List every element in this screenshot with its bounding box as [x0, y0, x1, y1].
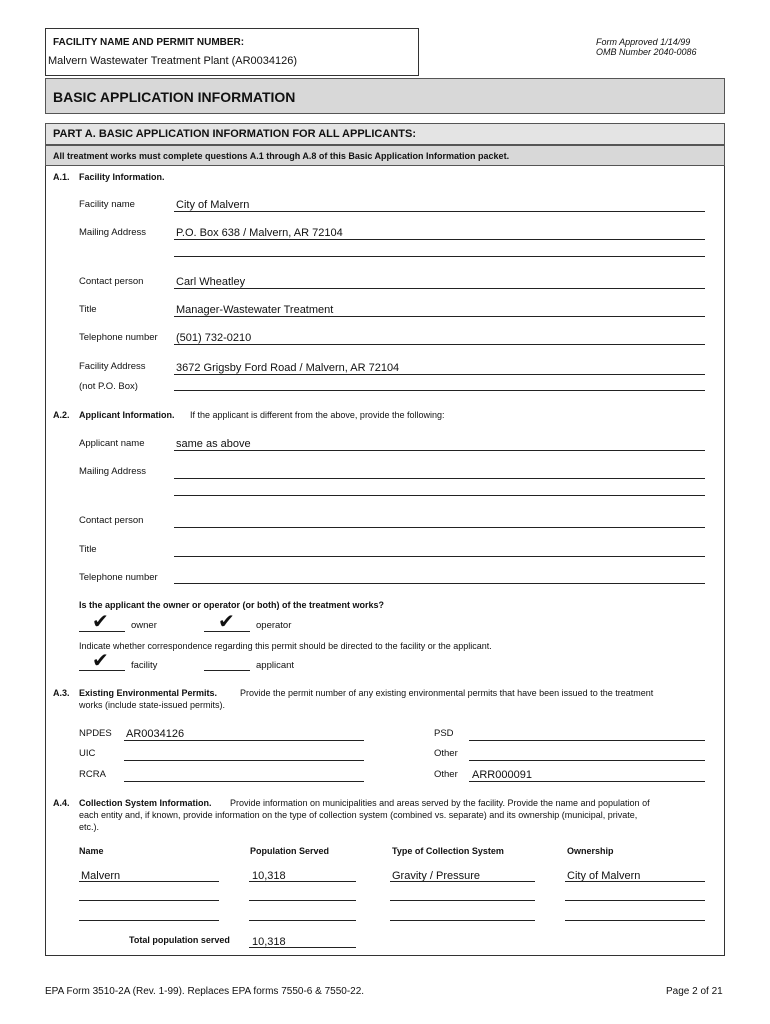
- row2-own-line[interactable]: [565, 900, 705, 901]
- telephone-line: [174, 344, 705, 345]
- facility-address-note: (not P.O. Box): [79, 381, 138, 392]
- npdes-label: NPDES: [79, 728, 112, 739]
- applicant-option-label: applicant: [256, 660, 295, 671]
- facility-name-line: [174, 211, 705, 212]
- row2-type-line[interactable]: [390, 900, 535, 901]
- applicant-option-line[interactable]: [204, 670, 250, 671]
- facility-line: [79, 670, 125, 671]
- applicant-name-value[interactable]: same as above: [176, 438, 251, 450]
- row1-own-line: [565, 881, 705, 882]
- telephone-value[interactable]: (501) 732-0210: [176, 332, 252, 344]
- a1-number: A.1.: [53, 172, 70, 182]
- a4-description-3: etc.).: [79, 822, 100, 832]
- a1-title: Facility Information.: [79, 172, 165, 182]
- applicant-name-line: [174, 450, 705, 451]
- col-type-header: Type of Collection System: [392, 846, 504, 856]
- footer-form-id: EPA Form 3510-2A (Rev. 1-99). Replaces EPA forms 7550-6 & 7550-22.: [45, 986, 365, 997]
- contact-person-value[interactable]: Carl Wheatley: [176, 276, 246, 288]
- facility-check-icon[interactable]: ✔: [92, 650, 109, 672]
- facility-value: Malvern Wastewater Treatment Plant (AR0034126): [48, 55, 298, 67]
- operator-check-icon[interactable]: ✔: [218, 611, 235, 633]
- row1-name-line: [79, 881, 219, 882]
- facility-name-value[interactable]: City of Malvern: [176, 199, 250, 211]
- other-line[interactable]: [469, 760, 705, 761]
- row-ownership[interactable]: City of Malvern: [567, 870, 641, 882]
- page-title: BASIC APPLICATION INFORMATION: [53, 89, 296, 105]
- a3-description: Provide the permit number of any existing environmental permits that have been issued to the treatment: [240, 688, 654, 698]
- row3-name-line[interactable]: [79, 920, 219, 921]
- facility-header-box: [45, 28, 419, 76]
- other2-value[interactable]: ARR000091: [472, 769, 532, 781]
- applicant-title-line[interactable]: [174, 556, 705, 557]
- form-approved: Form Approved 1/14/99: [596, 37, 691, 47]
- mailing-address-line-2: [174, 256, 705, 257]
- owner-line: [79, 631, 125, 632]
- row2-name-line[interactable]: [79, 900, 219, 901]
- a2-number: A.2.: [53, 410, 70, 420]
- psd-label: PSD: [434, 728, 454, 739]
- row1-type-line: [390, 881, 535, 882]
- a4-description-2: each entity and, if known, provide information on the type of collection system (combined vs. separate) and its ownership (municipal, private,: [79, 810, 638, 820]
- applicant-mailing-label: Mailing Address: [79, 466, 147, 477]
- col-population-header: Population Served: [250, 846, 330, 856]
- body-frame: [45, 166, 725, 956]
- npdes-line: [124, 740, 364, 741]
- contact-person-label: Contact person: [79, 276, 144, 287]
- total-population-line: [249, 947, 356, 948]
- row-name[interactable]: Malvern: [81, 870, 121, 882]
- mailing-address-value[interactable]: P.O. Box 638 / Malvern, AR 72104: [176, 227, 343, 239]
- applicant-phone-label: Telephone number: [79, 572, 158, 583]
- correspondence-question: Indicate whether correspondence regarding this permit should be directed to the facility or the applicant.: [79, 641, 492, 651]
- a3-description-2: works (include state-issued permits).: [79, 700, 226, 710]
- omb-number: OMB Number 2040-0086: [596, 47, 697, 57]
- npdes-value[interactable]: AR0034126: [126, 728, 185, 740]
- facility-address-label: Facility Address: [79, 361, 146, 372]
- operator-label: operator: [256, 620, 292, 631]
- col-name-header: Name: [79, 846, 104, 856]
- uic-line[interactable]: [124, 760, 364, 761]
- row3-pop-line[interactable]: [249, 920, 356, 921]
- other2-label: Other: [434, 769, 458, 780]
- applicant-phone-line[interactable]: [174, 583, 705, 584]
- title-line: [174, 316, 705, 317]
- row2-pop-line[interactable]: [249, 900, 356, 901]
- title-label: Title: [79, 304, 97, 315]
- row-population[interactable]: 10,318: [252, 870, 286, 882]
- mailing-address-label: Mailing Address: [79, 227, 147, 238]
- row3-type-line[interactable]: [390, 920, 535, 921]
- a3-number: A.3.: [53, 688, 70, 698]
- facility-label: FACILITY NAME AND PERMIT NUMBER:: [53, 37, 245, 48]
- applicant-mailing-line-2[interactable]: [174, 495, 705, 496]
- a4-description: Provide information on municipalities and areas served by the facility. Provide the name and population of: [230, 798, 650, 808]
- total-population-label: Total population served: [129, 935, 230, 945]
- a3-title: Existing Environmental Permits.: [79, 688, 218, 698]
- applicant-name-label: Applicant name: [79, 438, 145, 449]
- applicant-contact-label: Contact person: [79, 515, 144, 526]
- a4-number: A.4.: [53, 798, 70, 808]
- total-population-value[interactable]: 10,318: [252, 936, 286, 948]
- mailing-address-line: [174, 239, 705, 240]
- col-ownership-header: Ownership: [567, 846, 614, 856]
- row-type[interactable]: Gravity / Pressure: [392, 870, 481, 882]
- title-value[interactable]: Manager-Wastewater Treatment: [176, 304, 334, 316]
- applicant-title-label: Title: [79, 544, 97, 555]
- part-a-heading: PART A. BASIC APPLICATION INFORMATION FOR ALL APPLICANTS:: [53, 128, 416, 140]
- contact-person-line: [174, 288, 705, 289]
- owner-operator-question: Is the applicant the owner or operator (or both) of the treatment works?: [79, 600, 385, 610]
- facility-option-label: facility: [131, 660, 158, 671]
- other-label: Other: [434, 748, 458, 759]
- other2-line: [469, 781, 705, 782]
- facility-address-line-2: [174, 390, 705, 391]
- a2-description: If the applicant is different from the above, provide the following:: [190, 410, 445, 420]
- operator-line: [204, 631, 250, 632]
- telephone-label: Telephone number: [79, 332, 158, 343]
- rcra-label: RCRA: [79, 769, 106, 780]
- owner-check-icon[interactable]: ✔: [92, 611, 109, 633]
- row1-pop-line: [249, 881, 356, 882]
- applicant-contact-line[interactable]: [174, 527, 705, 528]
- rcra-line[interactable]: [124, 781, 364, 782]
- row3-own-line[interactable]: [565, 920, 705, 921]
- a2-title: Applicant Information.: [79, 410, 175, 420]
- uic-label: UIC: [79, 748, 96, 759]
- instruction-text: All treatment works must complete questions A.1 through A.8 of this Basic Application Information packet.: [53, 151, 510, 161]
- applicant-mailing-line[interactable]: [174, 478, 705, 479]
- facility-address-line: [174, 374, 705, 375]
- a4-title: Collection System Information.: [79, 798, 212, 808]
- facility-name-label: Facility name: [79, 199, 135, 210]
- owner-label: owner: [131, 620, 157, 631]
- psd-line[interactable]: [469, 740, 705, 741]
- facility-address-value[interactable]: 3672 Grigsby Ford Road / Malvern, AR 72104: [176, 362, 400, 374]
- footer-page-number: Page 2 of 21: [666, 986, 723, 997]
